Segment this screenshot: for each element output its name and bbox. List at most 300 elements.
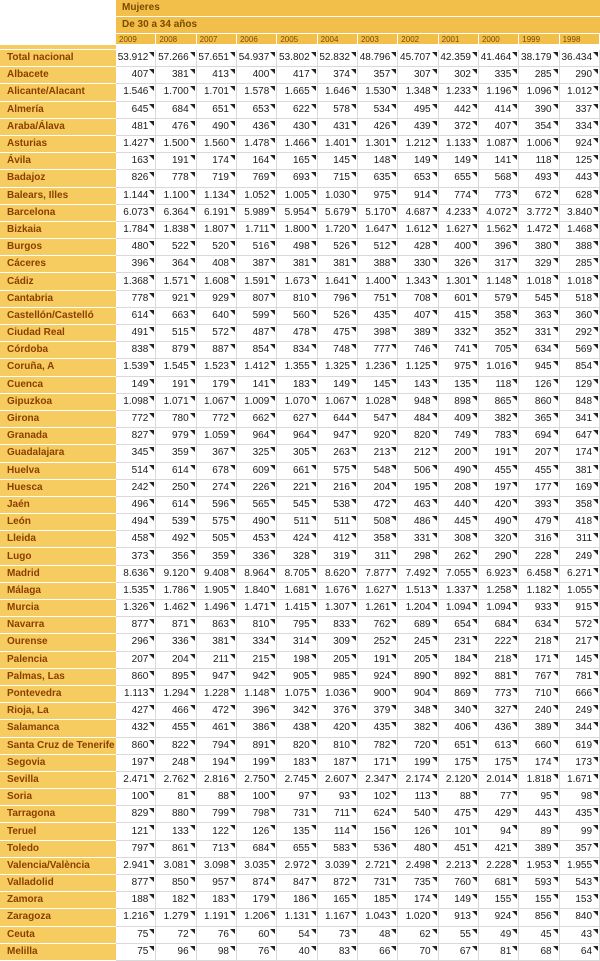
value-cell: 640	[197, 308, 237, 325]
table-row	[0, 909, 600, 926]
value-cell: 149	[398, 153, 438, 170]
value-cell: 184	[439, 652, 479, 669]
row-label: Almería	[0, 102, 116, 119]
value-cell: 2.721	[358, 858, 398, 875]
value-cell: 316	[519, 531, 559, 548]
value-cell: 877	[116, 617, 156, 634]
value-cell: 43	[560, 927, 600, 944]
value-cell: 1.840	[237, 583, 277, 600]
value-cell: 1.905	[197, 583, 237, 600]
value-cell: 810	[277, 291, 317, 308]
value-cell: 781	[560, 669, 600, 686]
value-cell: 774	[439, 188, 479, 205]
value-cell: 526	[318, 308, 358, 325]
value-cell: 663	[156, 308, 196, 325]
value-cell: 345	[116, 445, 156, 462]
value-cell: 826	[116, 170, 156, 187]
table-row	[0, 136, 600, 153]
value-cell: 662	[237, 411, 277, 428]
value-cell: 1.148	[237, 686, 277, 703]
table-row	[0, 944, 600, 961]
value-cell: 560	[277, 308, 317, 325]
value-cell: 118	[479, 377, 519, 394]
table-row	[0, 463, 600, 480]
value-cell: 782	[358, 738, 398, 755]
corner-cell	[0, 0, 116, 17]
value-cell: 249	[560, 548, 600, 565]
value-cell: 153	[560, 892, 600, 909]
value-cell: 455	[479, 463, 519, 480]
value-cell: 386	[237, 720, 277, 737]
value-cell: 173	[560, 755, 600, 772]
value-cell: 60	[237, 927, 277, 944]
table-row	[0, 239, 600, 256]
value-cell: 135	[439, 377, 479, 394]
value-cell: 827	[116, 428, 156, 445]
value-cell: 796	[318, 291, 358, 308]
table-row	[0, 428, 600, 445]
value-cell: 887	[197, 342, 237, 359]
value-cell: 655	[439, 170, 479, 187]
value-cell: 8.705	[277, 566, 317, 583]
value-cell: 579	[479, 291, 519, 308]
value-cell: 191	[358, 652, 398, 669]
value-cell: 1.348	[398, 84, 438, 101]
value-cell: 1.075	[277, 686, 317, 703]
value-cell: 407	[116, 67, 156, 84]
value-cell: 879	[156, 342, 196, 359]
value-cell: 865	[479, 394, 519, 411]
value-cell: 905	[277, 669, 317, 686]
table-row	[0, 548, 600, 565]
value-cell: 311	[560, 531, 600, 548]
value-cell: 578	[318, 102, 358, 119]
value-cell: 354	[519, 119, 559, 136]
value-cell: 2.816	[197, 772, 237, 789]
value-cell: 102	[358, 789, 398, 806]
value-cell: 81	[156, 789, 196, 806]
value-cell: 363	[519, 308, 559, 325]
table-row	[0, 875, 600, 892]
value-cell: 860	[116, 738, 156, 755]
value-cell: 1.052	[237, 188, 277, 205]
value-cell: 1.055	[560, 583, 600, 600]
value-cell: 179	[237, 892, 277, 909]
table-row	[0, 669, 600, 686]
value-cell: 484	[398, 411, 438, 428]
value-cell: 807	[237, 291, 277, 308]
value-cell: 163	[116, 153, 156, 170]
row-label: Coruña, A	[0, 359, 116, 376]
value-cell: 660	[519, 738, 559, 755]
value-cell: 822	[156, 738, 196, 755]
value-cell: 1.535	[116, 583, 156, 600]
value-cell: 393	[519, 497, 559, 514]
value-cell: 455	[519, 463, 559, 480]
value-cell: 543	[560, 875, 600, 892]
value-cell: 2.607	[318, 772, 358, 789]
value-cell: 705	[479, 342, 519, 359]
value-cell: 93	[318, 789, 358, 806]
value-cell: 320	[479, 531, 519, 548]
value-cell: 1.412	[237, 359, 277, 376]
value-cell: 1.673	[277, 273, 317, 290]
value-cell: 1.204	[398, 600, 438, 617]
value-cell: 7.877	[358, 566, 398, 583]
table-row	[0, 188, 600, 205]
year-header-row	[0, 34, 600, 45]
value-cell: 810	[237, 617, 277, 634]
value-cell: 125	[560, 153, 600, 170]
value-cell: 302	[439, 67, 479, 84]
value-cell: 408	[197, 256, 237, 273]
value-cell: 628	[560, 188, 600, 205]
value-cell: 149	[116, 377, 156, 394]
value-cell: 155	[519, 892, 559, 909]
value-cell: 472	[358, 497, 398, 514]
value-cell: 614	[156, 497, 196, 514]
value-cell: 1.530	[358, 84, 398, 101]
value-cell: 653	[398, 170, 438, 187]
value-cell: 1.098	[116, 394, 156, 411]
value-cell: 174	[560, 445, 600, 462]
value-cell: 427	[116, 703, 156, 720]
value-cell: 7.492	[398, 566, 438, 583]
value-cell: 36.434	[560, 50, 600, 67]
value-cell: 881	[479, 669, 519, 686]
value-cell: 442	[439, 102, 479, 119]
value-cell: 596	[197, 497, 237, 514]
value-cell: 414	[479, 102, 519, 119]
value-cell: 200	[439, 445, 479, 462]
value-cell: 942	[237, 669, 277, 686]
row-label: Albacete	[0, 67, 116, 84]
value-cell: 4.687	[398, 205, 438, 222]
year-header-cell: 1999	[519, 34, 559, 45]
value-cell: 599	[237, 308, 277, 325]
table-row	[0, 738, 600, 755]
value-cell: 1.545	[156, 359, 196, 376]
value-cell: 799	[197, 806, 237, 823]
value-cell: 207	[116, 652, 156, 669]
value-cell: 2.347	[358, 772, 398, 789]
table-row	[0, 480, 600, 497]
value-cell: 352	[479, 325, 519, 342]
value-cell: 98	[197, 944, 237, 961]
value-cell: 498	[277, 239, 317, 256]
row-label: Araba/Álava	[0, 119, 116, 136]
value-cell: 490	[197, 119, 237, 136]
row-label: Zaragoza	[0, 909, 116, 926]
value-cell: 3.098	[197, 858, 237, 875]
value-cell: 1.560	[197, 136, 237, 153]
corner-cell	[0, 34, 116, 45]
table-row	[0, 858, 600, 875]
row-label: Navarra	[0, 617, 116, 634]
value-cell: 48.796	[358, 50, 398, 67]
value-cell: 70	[398, 944, 438, 961]
value-cell: 1.355	[277, 359, 317, 376]
value-cell: 382	[398, 720, 438, 737]
value-cell: 389	[519, 720, 559, 737]
value-cell: 6.191	[197, 205, 237, 222]
value-cell: 900	[358, 686, 398, 703]
table-row	[0, 686, 600, 703]
value-cell: 613	[479, 738, 519, 755]
value-cell: 795	[277, 617, 317, 634]
value-cell: 358	[479, 308, 519, 325]
value-cell: 713	[197, 841, 237, 858]
value-cell: 772	[116, 411, 156, 428]
value-cell: 263	[318, 445, 358, 462]
value-cell: 720	[398, 738, 438, 755]
value-cell: 684	[479, 617, 519, 634]
value-cell: 145	[318, 153, 358, 170]
value-cell: 1.018	[519, 273, 559, 290]
value-cell: 1.646	[318, 84, 358, 101]
value-cell: 777	[358, 342, 398, 359]
value-cell: 741	[439, 342, 479, 359]
value-cell: 381	[197, 634, 237, 651]
value-cell: 412	[318, 531, 358, 548]
value-cell: 373	[116, 548, 156, 565]
value-cell: 496	[116, 497, 156, 514]
year-header-cell: 2000	[479, 34, 519, 45]
value-cell: 833	[318, 617, 358, 634]
value-cell: 335	[479, 67, 519, 84]
value-cell: 1.133	[439, 136, 479, 153]
value-cell: 654	[439, 617, 479, 634]
value-cell: 514	[116, 463, 156, 480]
table-row	[0, 927, 600, 944]
value-cell: 840	[560, 909, 600, 926]
value-cell: 924	[479, 909, 519, 926]
value-cell: 175	[439, 755, 479, 772]
value-cell: 435	[560, 806, 600, 823]
value-cell: 436	[237, 119, 277, 136]
value-cell: 1.711	[237, 222, 277, 239]
value-cell: 964	[237, 428, 277, 445]
value-cell: 1.500	[156, 136, 196, 153]
value-cell: 547	[358, 411, 398, 428]
value-cell: 1.513	[398, 583, 438, 600]
value-cell: 748	[318, 342, 358, 359]
value-cell: 651	[439, 738, 479, 755]
value-cell: 8.620	[318, 566, 358, 583]
value-cell: 290	[560, 67, 600, 84]
value-cell: 810	[318, 738, 358, 755]
value-cell: 97	[277, 789, 317, 806]
value-cell: 493	[519, 170, 559, 187]
value-cell: 1.400	[358, 273, 398, 290]
table-row	[0, 394, 600, 411]
row-label: Cantabria	[0, 291, 116, 308]
value-cell: 2.745	[277, 772, 317, 789]
value-cell: 661	[277, 463, 317, 480]
value-cell: 492	[156, 531, 196, 548]
value-cell: 148	[358, 153, 398, 170]
table-row	[0, 841, 600, 858]
table-row	[0, 652, 600, 669]
value-cell: 1.681	[277, 583, 317, 600]
value-cell: 2.174	[398, 772, 438, 789]
table-row	[0, 273, 600, 290]
value-cell: 365	[519, 411, 559, 428]
row-label: Pontevedra	[0, 686, 116, 703]
value-cell: 1.720	[318, 222, 358, 239]
value-cell: 731	[277, 806, 317, 823]
value-cell: 614	[156, 463, 196, 480]
value-cell: 538	[318, 497, 358, 514]
value-cell: 400	[237, 67, 277, 84]
value-cell: 1.471	[237, 600, 277, 617]
value-cell: 526	[318, 239, 358, 256]
value-cell: 913	[439, 909, 479, 926]
value-cell: 1.427	[116, 136, 156, 153]
value-cell: 439	[398, 119, 438, 136]
value-cell: 647	[560, 428, 600, 445]
value-cell: 372	[439, 119, 479, 136]
value-cell: 396	[116, 256, 156, 273]
value-cell: 67	[439, 944, 479, 961]
value-cell: 1.131	[277, 909, 317, 926]
value-cell: 1.786	[156, 583, 196, 600]
value-cell: 490	[479, 514, 519, 531]
value-cell: 614	[116, 308, 156, 325]
value-cell: 1.113	[116, 686, 156, 703]
value-cell: 191	[156, 153, 196, 170]
value-cell: 1.562	[479, 222, 519, 239]
value-cell: 1.216	[116, 909, 156, 926]
value-cell: 199	[237, 755, 277, 772]
row-label: Palencia	[0, 652, 116, 669]
value-cell: 516	[237, 239, 277, 256]
value-cell: 583	[318, 841, 358, 858]
value-cell: 871	[156, 617, 196, 634]
value-cell: 684	[156, 102, 196, 119]
value-cell: 188	[116, 892, 156, 909]
value-cell: 1.096	[519, 84, 559, 101]
value-cell: 1.591	[237, 273, 277, 290]
value-cell: 118	[519, 153, 559, 170]
value-cell: 418	[560, 514, 600, 531]
value-cell: 645	[116, 102, 156, 119]
value-cell: 1.647	[358, 222, 398, 239]
value-cell: 374	[318, 67, 358, 84]
value-cell: 208	[439, 480, 479, 497]
value-cell: 155	[479, 892, 519, 909]
value-cell: 495	[398, 102, 438, 119]
value-cell: 490	[439, 463, 479, 480]
value-cell: 539	[156, 514, 196, 531]
value-cell: 666	[560, 686, 600, 703]
year-header-cell: 2008	[156, 34, 196, 45]
value-cell: 892	[439, 669, 479, 686]
value-cell: 183	[277, 377, 317, 394]
value-cell: 1.325	[318, 359, 358, 376]
value-cell: 336	[237, 548, 277, 565]
table-row	[0, 514, 600, 531]
value-cell: 76	[197, 927, 237, 944]
value-cell: 854	[560, 359, 600, 376]
value-cell: 332	[439, 325, 479, 342]
table-row	[0, 222, 600, 239]
value-cell: 1.343	[398, 273, 438, 290]
value-cell: 390	[519, 102, 559, 119]
row-label: Madrid	[0, 566, 116, 583]
table-row	[0, 119, 600, 136]
value-cell: 435	[358, 720, 398, 737]
value-cell: 204	[358, 480, 398, 497]
value-cell: 9.408	[197, 566, 237, 583]
table-row	[0, 600, 600, 617]
value-cell: 1.627	[358, 583, 398, 600]
value-cell: 296	[116, 634, 156, 651]
value-cell: 1.261	[358, 600, 398, 617]
value-cell: 396	[237, 703, 277, 720]
value-cell: 38.179	[519, 50, 559, 67]
value-cell: 113	[398, 789, 438, 806]
value-cell: 183	[197, 892, 237, 909]
value-cell: 164	[237, 153, 277, 170]
value-cell: 820	[277, 738, 317, 755]
value-cell: 1.578	[237, 84, 277, 101]
value-cell: 575	[318, 463, 358, 480]
value-cell: 396	[479, 239, 519, 256]
value-cell: 515	[156, 325, 196, 342]
value-cell: 185	[358, 892, 398, 909]
value-cell: 634	[519, 342, 559, 359]
value-cell: 572	[197, 325, 237, 342]
value-cell: 975	[358, 188, 398, 205]
value-cell: 479	[519, 514, 559, 531]
value-cell: 240	[519, 703, 559, 720]
table-row	[0, 102, 600, 119]
value-cell: 9.120	[156, 566, 196, 583]
value-cell: 466	[156, 703, 196, 720]
value-cell: 95	[519, 789, 559, 806]
value-cell: 797	[116, 841, 156, 858]
value-cell: 1.337	[439, 583, 479, 600]
value-cell: 179	[197, 377, 237, 394]
value-cell: 1.784	[116, 222, 156, 239]
value-cell: 191	[156, 377, 196, 394]
table-row	[0, 720, 600, 737]
value-cell: 326	[439, 256, 479, 273]
value-cell: 731	[358, 875, 398, 892]
value-cell: 382	[479, 411, 519, 428]
value-cell: 367	[197, 445, 237, 462]
value-cell: 156	[358, 823, 398, 840]
value-cell: 250	[156, 480, 196, 497]
row-label: Ceuta	[0, 927, 116, 944]
table-row	[0, 377, 600, 394]
value-cell: 8.964	[237, 566, 277, 583]
value-cell: 746	[398, 342, 438, 359]
value-cell: 1.478	[237, 136, 277, 153]
row-label: Rioja, La	[0, 703, 116, 720]
value-cell: 2.750	[237, 772, 277, 789]
value-cell: 440	[439, 497, 479, 514]
value-cell: 40	[277, 944, 317, 961]
value-cell: 83	[318, 944, 358, 961]
value-cell: 1.030	[318, 188, 358, 205]
value-cell: 575	[197, 514, 237, 531]
value-cell: 719	[197, 170, 237, 187]
value-cell: 1.279	[156, 909, 196, 926]
value-cell: 100	[237, 789, 277, 806]
value-cell: 6.073	[116, 205, 156, 222]
